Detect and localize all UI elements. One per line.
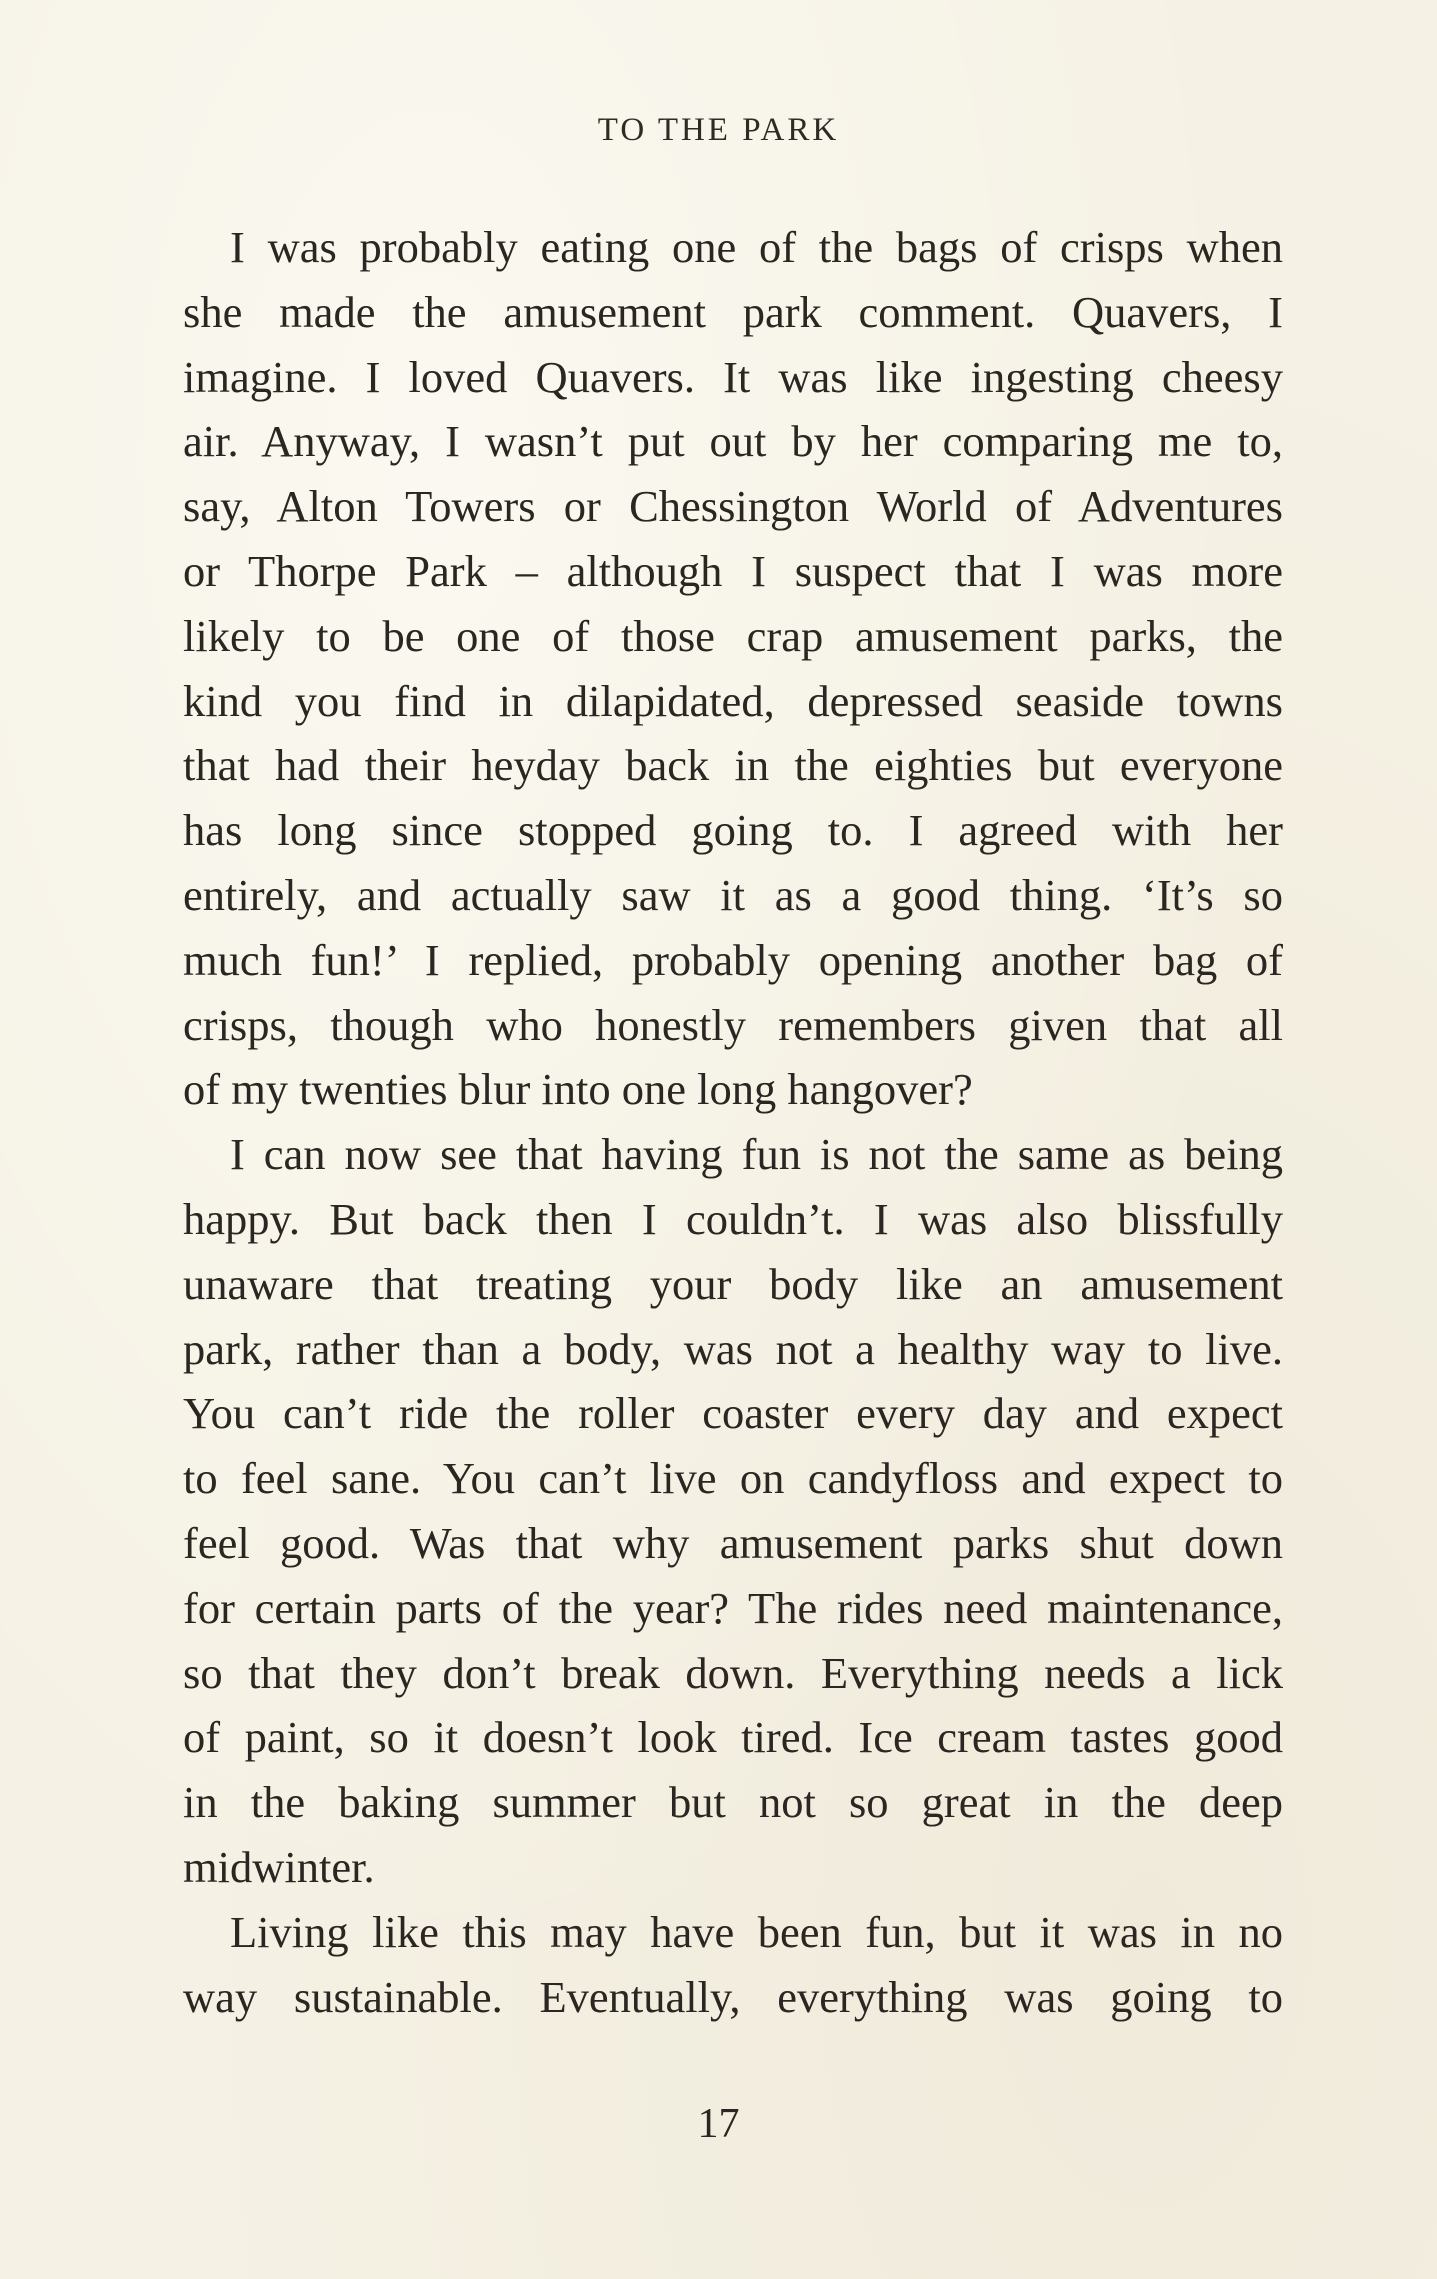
text-line: she made the amusement park comment. Quavers, I [183,286,1283,337]
text-line: way sustainable. Eventually, everything was going to [183,1971,1283,2022]
text-line: likely to be one of those crap amusement parks, the [183,610,1283,661]
text-line: to feel sane. You can’t live on candyfloss and expect to [183,1453,1283,1504]
text-line: say, Alton Towers or Chessington World of Adventures [183,481,1283,532]
text-line: crisps, though who honestly remembers given that all [183,999,1283,1050]
text-line: of my twenties blur into one long hangover? [183,1064,973,1115]
text-line: kind you find in dilapidated, depressed seaside towns [183,675,1283,726]
text-line: imagine. I loved Quavers. It was like ingesting cheesy [183,351,1283,402]
text-line: much fun!’ I replied, probably opening another bag of [183,934,1283,985]
text-line: or Thorpe Park – although I suspect that I was more [183,545,1283,596]
text-line: air. Anyway, I wasn’t put out by her comparing me to, [183,416,1283,467]
text-line: entirely, and actually saw it as a good thing. ‘It’s so [183,869,1283,920]
body-text [183,215,1283,2029]
running-head: TO THE PARK [597,112,840,148]
text-line: I was probably eating one of the bags of crisps when [230,222,1283,272]
text-line: of paint, so it doesn’t look tired. Ice cream tastes good [183,1712,1283,1763]
text-line: happy. But back then I couldn’t. I was also blissfully [183,1193,1283,1244]
text-line: so that they don’t break down. Everything needs a lick [183,1647,1283,1698]
text-line: in the baking summer but not so great in the deep [183,1777,1283,1828]
text-line: has long since stopped going to. I agreed with her [183,805,1283,856]
text-line: I can now see that having fun is not the same as being [230,1129,1283,1180]
text-line: Living like this may have been fun, but it was in no [230,1906,1283,1957]
text-line: that had their heyday back in the eighties but everyone [183,740,1283,791]
text-line: You can’t ride the roller coaster every day and expect [183,1388,1283,1439]
text-line: midwinter. [183,1841,375,1892]
text-line: park, rather than a body, was not a healthy way to live. [183,1323,1283,1374]
text-line: unaware that treating your body like an amusement [183,1258,1283,1309]
page-number: 17 [697,2101,740,2147]
text-line: for certain parts of the year? The rides need maintenance, [183,1582,1283,1633]
text-line: feel good. Was that why amusement parks shut down [183,1517,1283,1568]
